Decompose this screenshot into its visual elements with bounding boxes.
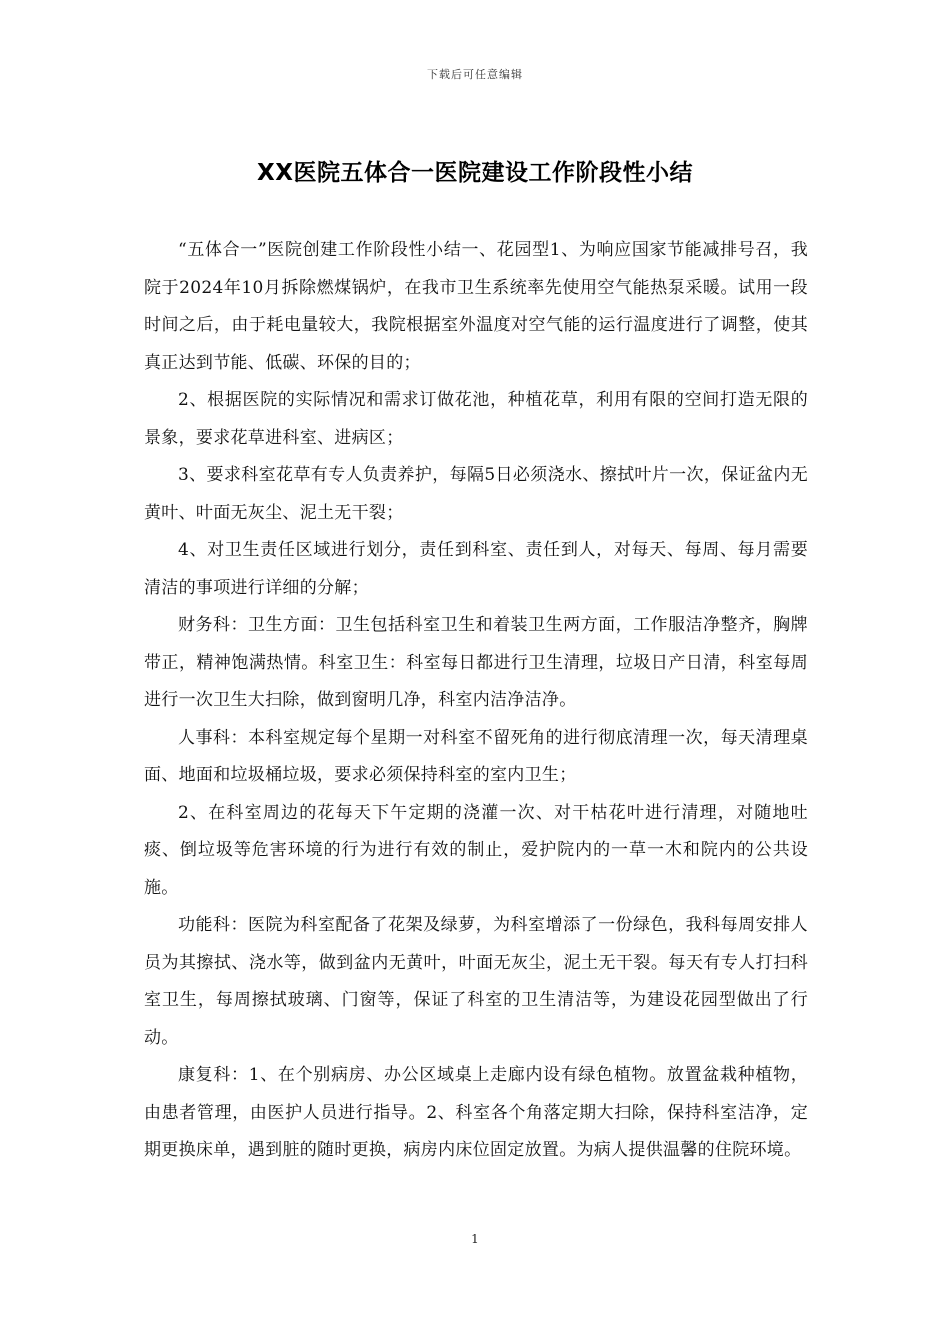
- paragraph-item-2: 2、根据医院的实际情况和需求订做花池，种植花草，利用有限的空间打造无限的景象，要求花草进科室、进病区；: [144, 390, 808, 448]
- paragraph-rehab-dept: 康复科：1、在个别病房、办公区域桌上走廊内设有绿色植物。放置盆栽种植物，由患者管理，由医护人员进行指导。2、科室各个角落定期大扫除，保持科室洁净，定期更换床单，遇到脏的随时更换，病房内床位固定放置。为病人提供温馨的住院环境。: [144, 1065, 808, 1160]
- paragraph-item-3: 3、要求科室花草有专人负责养护，每隔5日必须浇水、擦拭叶片一次，保证盆内无黄叶、叶面无灰尘、泥土无干裂；: [144, 465, 808, 523]
- paragraph-hr-dept: 人事科：本科室规定每个星期一对科室不留死角的进行彻底清理一次，每天清理桌面、地面和垃圾桶垃圾，要求必须保持科室的室内卫生；: [144, 727, 808, 785]
- paragraph-function-dept: 功能科：医院为科室配备了花架及绿萝，为科室增添了一份绿色，我科每周安排人员为其擦拭、浇水等，做到盆内无黄叶，叶面无灰尘，泥土无干裂。每天有专人打扫科室卫生，每周擦拭玻璃、门窗等，保证了科室的卫生清洁等，为建设花园型做出了行动。: [144, 915, 808, 1048]
- paragraph-item-4: 4、对卫生责任区域进行划分，责任到科室、责任到人，对每天、每周、每月需要清洁的事项进行详细的分解；: [144, 540, 808, 598]
- document-title: XX医院五体合一医院建设工作阶段性小结: [257, 160, 693, 186]
- paragraph-hr-item-2: 2、在科室周边的花每天下午定期的浇灌一次、对干枯花叶进行清理，对随地吐痰、倒垃圾等危害环境的行为进行有效的制止，爱护院内的一草一木和院内的公共设施。: [144, 802, 808, 898]
- header-note: 下载后可任意编辑: [427, 68, 523, 81]
- paragraph-intro: “五体合一”医院创建工作阶段性小结一、花园型1、为响应国家节能减排号召，我院于2024年10月拆除燃煤锅炉，在我市卫生系统率先使用空气能热泵采暖。试用一段时间之后，由于耗电量较大，我院根据室外温度对空气能的运行温度进行了调整，使其真正达到节能、低碳、环保的目的；: [144, 240, 808, 373]
- document-body: [144, 232, 808, 1170]
- paragraph-finance-dept: 财务科：卫生方面：卫生包括科室卫生和着装卫生两方面，工作服洁净整齐，胸牌带正，精神饱满热情。科室卫生：科室每日都进行卫生清理，垃圾日产日清，科室每周进行一次卫生大扫除，做到窗明几净，科室内洁净洁净。: [144, 615, 808, 710]
- page-number: 1: [471, 1232, 479, 1246]
